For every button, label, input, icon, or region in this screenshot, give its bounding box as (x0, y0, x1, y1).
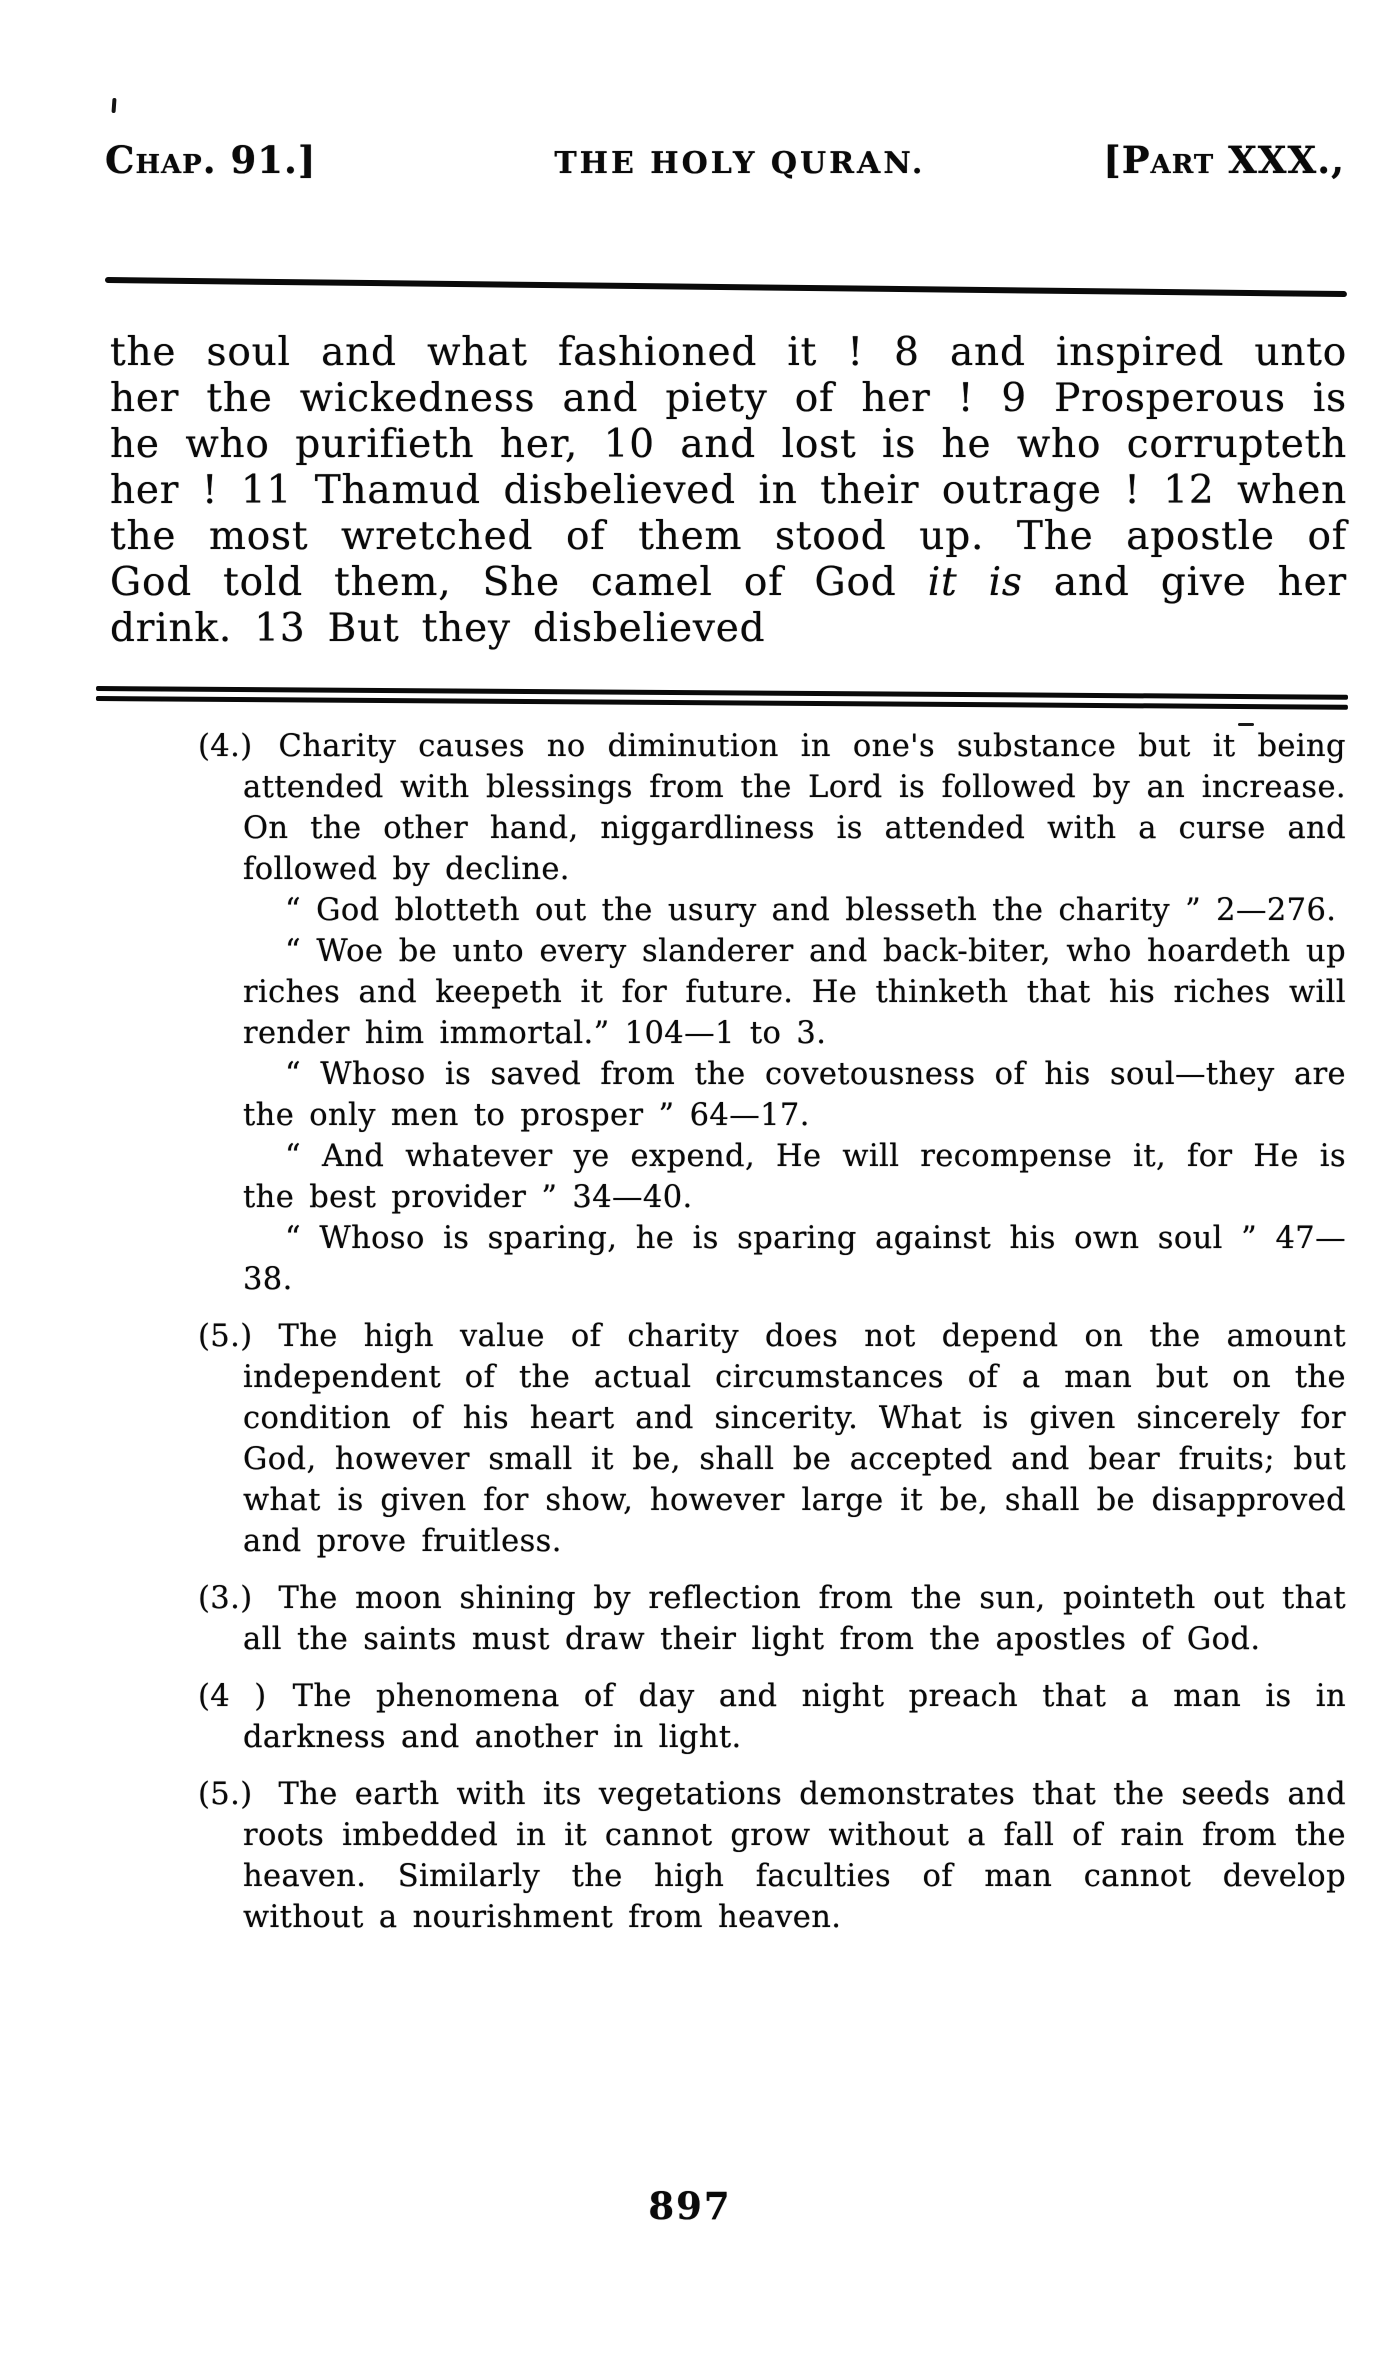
footnote-quotation: “ And whatever ye expend, He will recompense it, for He is the best provider ” 34—40. (243, 1139, 1346, 1215)
footnote-quotation: “ God blotteth out the usury and blesseth the charity ” 2—276. (285, 893, 1337, 928)
scan-artifact (111, 98, 116, 113)
footnote-quotation: “ Whoso is sparing, he is sparing against his own soul ” 47—38. (243, 1221, 1346, 1297)
footnote-paragraph: (5.) The earth with its vegetations demonstrates that the seeds and roots imbedded in it cannot grow without a fall of rain from the heaven. Similarly the high faculties of man cannot develop without a nourishment from heaven. (198, 1777, 1346, 1935)
section-divider-rule (96, 686, 1348, 710)
footnote-label: (4 ) (198, 1679, 267, 1714)
page-header (105, 138, 1345, 182)
footnote-paragraph: (3.) The moon shining by reflection from the sun, pointeth out that all the saints must draw their light from the apostles of God. (198, 1581, 1346, 1657)
footnote-label: (4.) (198, 729, 253, 764)
verse-italic-segment: it is (927, 560, 1023, 605)
footnote-item (198, 1676, 1346, 1758)
footnote-label: (5.) (198, 1319, 253, 1354)
header-rule (105, 277, 1347, 297)
footnote-item (198, 726, 1346, 1300)
footnote-item (198, 1316, 1346, 1562)
header-chapter-label: Chap. 91.] (105, 138, 317, 182)
verse-segment: and give her drink. 13 But they disbelieved (110, 560, 1348, 651)
header-part-label: [Part XXX., (1103, 138, 1345, 182)
footnote-label: (3.) (198, 1581, 253, 1616)
footnote-paragraph: (4.) Charity causes no diminution in one's substance but it being attended with blessings from the Lord is followed by an increase. On the other hand, niggardliness is attended with a curse and followed by decline. (198, 729, 1346, 887)
footnotes-section (198, 726, 1346, 1954)
footnote-item (198, 1578, 1346, 1660)
footnote-label: (5.) (198, 1777, 253, 1812)
verse-segment: the soul and what fashioned it ! 8 and inspired unto her the wickedness and piety of her ! 9 Prosperous is he who purifieth her, 10 and lost is he who corrupteth her ! 11 Thamud disbelieved in their outrage ! 12 when the most wretched of them stood up. The apostle of God told them, She camel of God (110, 330, 1347, 605)
verse-text (110, 330, 1347, 652)
page-number: 897 (648, 2184, 732, 2228)
footnote-paragraph: (4 ) The phenomena of day and night preach that a man is in darkness and another in light. (198, 1679, 1346, 1755)
footnote-paragraph: (5.) The high value of charity does not depend on the amount independent of the actual circumstances of a man but on the condition of his heart and sincerity. What is given sincerely for God, however small it be, shall be accepted and bear fruits; but what is given for show, however large it be, shall be disapproved and prove fruitless. (198, 1319, 1346, 1559)
footnote-item (198, 1774, 1346, 1938)
header-book-title: THE HOLY QURAN. (554, 146, 926, 181)
footnote-quotation: “ Woe be unto every slanderer and back-biter, who hoardeth up riches and keepeth it for future. He thinketh that his riches will render him immortal.” 104—1 to 3. (243, 934, 1346, 1051)
footnote-quotation: “ Whoso is saved from the covetousness of his soul—they are the only men to prosper ” 64—17. (243, 1057, 1346, 1133)
